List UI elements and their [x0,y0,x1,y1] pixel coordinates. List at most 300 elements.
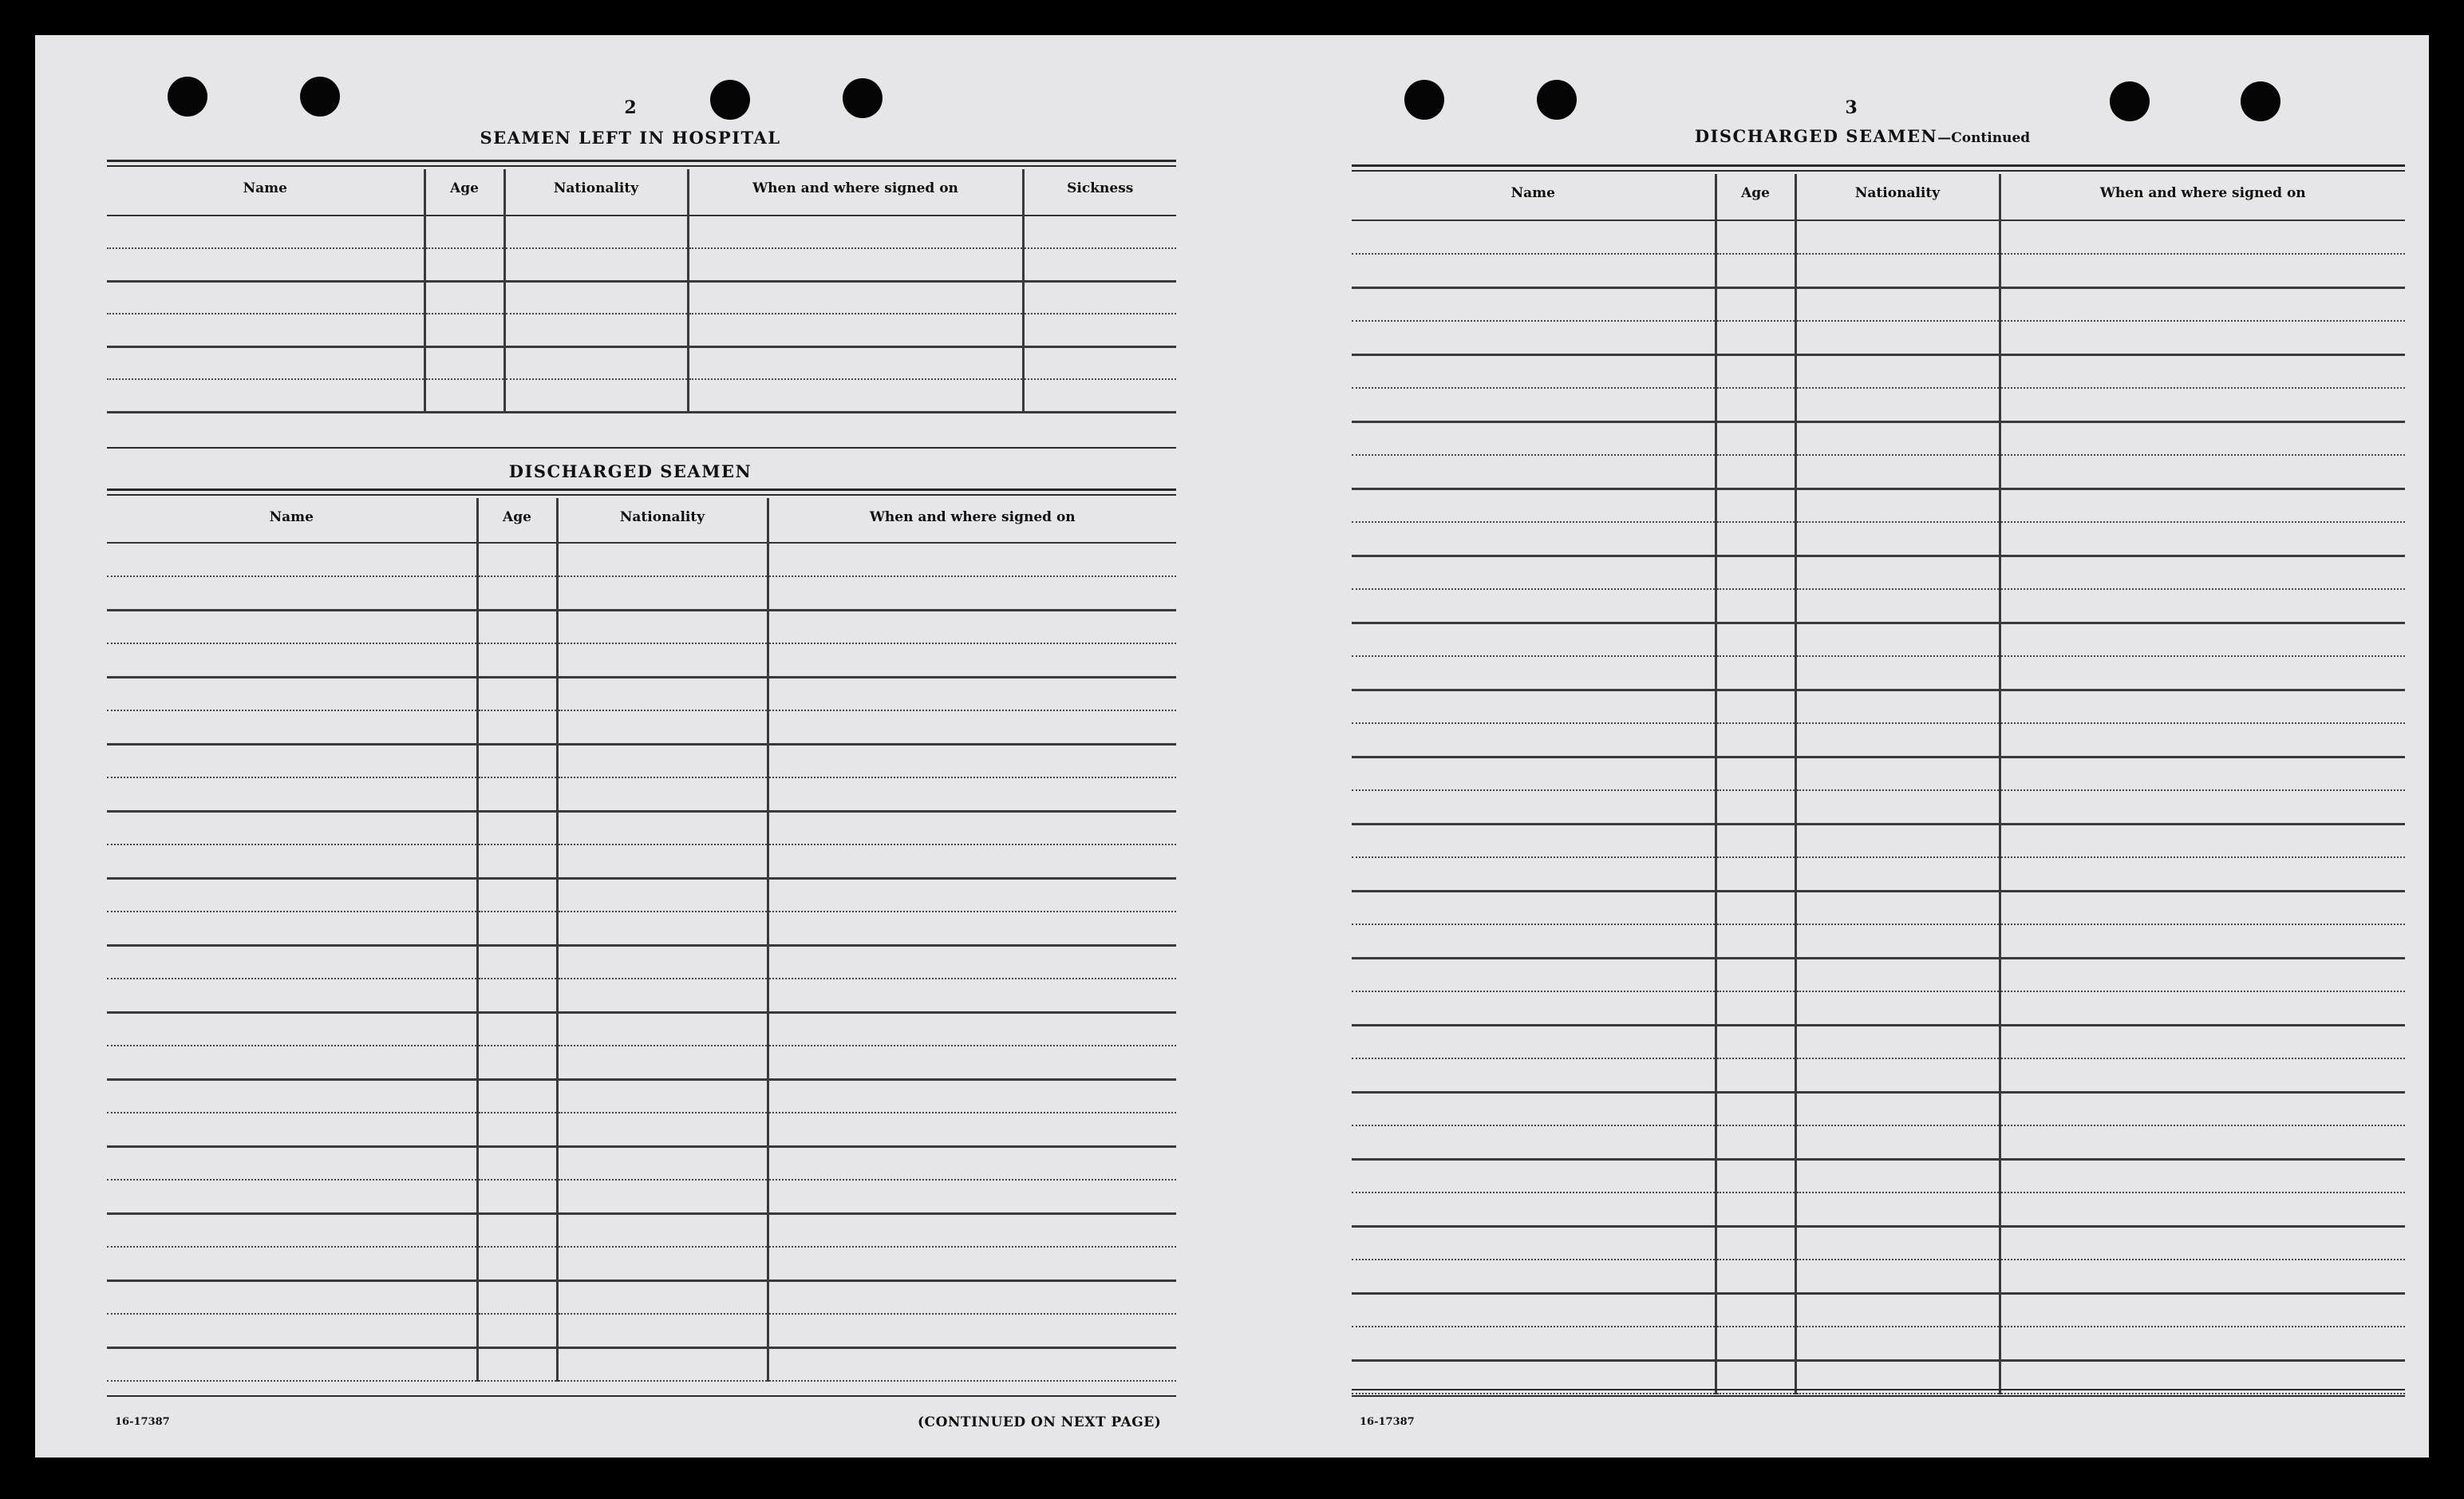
table-cell[interactable] [768,1247,1176,1280]
table-cell[interactable] [1795,1226,2000,1260]
table-cell[interactable] [107,1314,477,1347]
table-cell[interactable] [1352,723,1716,757]
table-cell[interactable] [107,1280,477,1314]
table-cell[interactable] [1795,287,2000,321]
table-cell[interactable] [107,610,477,643]
table-row [1352,220,2405,254]
table-cell[interactable] [477,1113,557,1146]
table-cell[interactable] [1795,1159,2000,1192]
table-cell[interactable] [688,216,1023,248]
table-cell[interactable] [1795,757,2000,790]
table-cell[interactable] [2000,488,2405,522]
table-cell[interactable] [1716,1092,1795,1125]
table-cell[interactable] [688,248,1023,281]
table-cell[interactable] [107,379,424,412]
table-cell[interactable] [1716,388,1795,421]
table-cell[interactable] [477,811,557,844]
table-cell[interactable] [2000,1058,2405,1092]
table-cell[interactable] [1716,656,1795,690]
table-cell[interactable] [557,979,768,1012]
table-cell[interactable] [1795,522,2000,556]
table-cell[interactable] [1716,1192,1795,1226]
table-cell[interactable] [768,576,1176,610]
table-cell[interactable] [1795,891,2000,924]
table-cell[interactable] [1716,321,1795,354]
table-cell[interactable] [1795,455,2000,488]
table-cell[interactable] [477,1079,557,1113]
table-cell[interactable] [2000,455,2405,488]
table-cell[interactable] [424,248,504,281]
table-row [107,1247,1176,1280]
table-cell[interactable] [477,1213,557,1247]
table-cell[interactable] [1716,589,1795,623]
table-cell[interactable] [557,945,768,979]
table-cell[interactable] [107,314,424,346]
table-cell[interactable] [1716,287,1795,321]
table-cell[interactable] [1795,220,2000,254]
table-cell[interactable] [477,1314,557,1347]
table-cell[interactable] [1795,1025,2000,1058]
table-cell[interactable] [1795,1260,2000,1293]
table-cell[interactable] [1352,891,1716,924]
table-cell[interactable] [1795,321,2000,354]
table-cell[interactable] [1352,1058,1716,1092]
table-cell[interactable] [2000,522,2405,556]
table-cell[interactable] [768,1046,1176,1079]
table-cell[interactable] [1716,1293,1795,1327]
table-cell[interactable] [107,878,477,912]
table-cell[interactable] [107,1079,477,1113]
table-cell[interactable] [477,1347,557,1381]
table-cell[interactable] [1352,1327,1716,1360]
table-cell[interactable] [424,216,504,248]
section-rule [107,488,1176,491]
table-row [107,379,1176,412]
table-cell[interactable] [107,1213,477,1247]
table-cell[interactable] [107,248,424,281]
table-cell[interactable] [2000,1192,2405,1226]
table-cell[interactable] [1352,690,1716,723]
table-cell[interactable] [2000,757,2405,790]
table-cell[interactable] [2000,287,2405,321]
table-cell[interactable] [557,912,768,945]
bottom-rule [107,1395,1176,1397]
table-cell[interactable] [2000,1025,2405,1058]
table-cell[interactable] [1795,924,2000,958]
table-cell[interactable] [688,346,1023,379]
form-number: 16-17387 [1360,1416,1415,1428]
table-cell[interactable] [768,777,1176,811]
table-cell[interactable] [504,314,688,346]
table-cell[interactable] [1716,1226,1795,1260]
table-cell[interactable] [2000,254,2405,287]
table-cell[interactable] [1352,488,1716,522]
table-cell[interactable] [1716,690,1795,723]
table-cell[interactable] [768,1079,1176,1113]
table-cell[interactable] [477,945,557,979]
table-cell[interactable] [1352,556,1716,589]
table-cell[interactable] [107,1347,477,1381]
table-cell[interactable] [1716,354,1795,388]
table-cell[interactable] [557,811,768,844]
table-cell[interactable] [1795,488,2000,522]
table-cell[interactable] [2000,656,2405,690]
table-cell[interactable] [477,1146,557,1180]
table-row [107,1113,1176,1146]
table-cell[interactable] [107,811,477,844]
table-cell[interactable] [768,1146,1176,1180]
table-cell[interactable] [688,314,1023,346]
right-page [1280,35,2429,1457]
table-cell[interactable] [1716,924,1795,958]
page-number: 2 [624,97,637,118]
table-cell[interactable] [107,677,477,710]
table-cell[interactable] [107,576,477,610]
table-cell[interactable] [1023,379,1176,412]
table-cell[interactable] [768,844,1176,878]
table-cell[interactable] [1352,1293,1716,1327]
table-cell[interactable] [557,844,768,878]
table-cell[interactable] [768,1280,1176,1314]
table-row [107,912,1176,945]
table-cell[interactable] [768,1347,1176,1381]
table-cell[interactable] [1716,824,1795,857]
table-cell[interactable] [1352,1025,1716,1058]
table-cell[interactable] [1795,723,2000,757]
table-cell[interactable] [477,677,557,710]
column-header-name: Name [107,169,424,216]
table-cell[interactable] [2000,1293,2405,1327]
table-cell[interactable] [107,912,477,945]
table-cell[interactable] [107,281,424,314]
section-rule [107,494,1176,496]
table-cell[interactable] [1352,1192,1716,1226]
table-cell[interactable] [1352,1226,1716,1260]
table-row [107,677,1176,710]
table-cell[interactable] [768,979,1176,1012]
table-cell[interactable] [107,710,477,744]
table-cell[interactable] [1352,455,1716,488]
table-cell[interactable] [1716,991,1795,1025]
table-cell[interactable] [768,1180,1176,1213]
table-cell[interactable] [477,643,557,677]
table-cell[interactable] [1352,421,1716,455]
table-cell[interactable] [1795,421,2000,455]
table-cell[interactable] [1352,623,1716,656]
table-cell[interactable] [1716,790,1795,824]
table-cell[interactable] [1795,623,2000,656]
table-cell[interactable] [504,281,688,314]
table-cell[interactable] [768,878,1176,912]
table-cell[interactable] [1716,623,1795,656]
table-cell[interactable] [107,216,424,248]
table-cell[interactable] [1716,1025,1795,1058]
table-cell[interactable] [107,643,477,677]
table-cell[interactable] [2000,1125,2405,1159]
table-cell[interactable] [107,346,424,379]
table-cell[interactable] [107,1247,477,1280]
table-cell[interactable] [557,610,768,643]
table-cell[interactable] [1023,248,1176,281]
table-cell[interactable] [477,1012,557,1046]
table-cell[interactable] [2000,824,2405,857]
table-cell[interactable] [688,379,1023,412]
table-cell[interactable] [2000,1092,2405,1125]
table-cell[interactable] [2000,790,2405,824]
table-cell[interactable] [107,1146,477,1180]
table-row [107,945,1176,979]
table-cell[interactable] [107,1046,477,1079]
table-cell[interactable] [557,777,768,811]
table-cell[interactable] [1716,522,1795,556]
table-cell[interactable] [477,1247,557,1280]
table-cell[interactable] [1716,958,1795,991]
discharged-continued-title [1583,126,2142,146]
table-row [107,1213,1176,1247]
table-cell[interactable] [557,576,768,610]
table-cell[interactable] [557,677,768,710]
table-cell[interactable] [1795,958,2000,991]
table-cell[interactable] [2000,354,2405,388]
table-cell[interactable] [107,1012,477,1046]
table-cell[interactable] [2000,1327,2405,1360]
table-cell[interactable] [768,945,1176,979]
table-cell[interactable] [1352,254,1716,287]
table-cell[interactable] [504,346,688,379]
table-cell[interactable] [1716,891,1795,924]
table-cell[interactable] [1352,991,1716,1025]
table-row [1352,1226,2405,1260]
table-cell[interactable] [557,543,768,576]
table-cell[interactable] [1352,354,1716,388]
table-cell[interactable] [768,710,1176,744]
table-cell[interactable] [1716,857,1795,891]
table-cell[interactable] [107,979,477,1012]
table-cell[interactable] [1795,1327,2000,1360]
table-cell[interactable] [1795,1192,2000,1226]
column-header-sickness: Sickness [1023,169,1176,216]
table-cell[interactable] [424,379,504,412]
table-cell[interactable] [107,543,477,576]
table-cell[interactable] [1716,757,1795,790]
table-cell[interactable] [1795,1092,2000,1125]
table-cell[interactable] [2000,623,2405,656]
table-cell[interactable] [1352,1125,1716,1159]
table-cell[interactable] [2000,321,2405,354]
table-cell[interactable] [768,912,1176,945]
table-row [1352,958,2405,991]
table-cell[interactable] [2000,958,2405,991]
table-cell[interactable] [1716,1260,1795,1293]
table-cell[interactable] [504,216,688,248]
table-cell[interactable] [477,878,557,912]
table-cell[interactable] [768,677,1176,710]
table-cell[interactable] [477,744,557,777]
table-cell[interactable] [1795,857,2000,891]
table-cell[interactable] [557,1079,768,1113]
table-cell[interactable] [1716,1327,1795,1360]
table-cell[interactable] [477,777,557,811]
table-cell[interactable] [424,281,504,314]
table-cell[interactable] [768,1012,1176,1046]
table-cell[interactable] [1352,924,1716,958]
table-cell[interactable] [557,878,768,912]
table-cell[interactable] [557,1012,768,1046]
table-cell[interactable] [1352,790,1716,824]
table-cell[interactable] [1352,1260,1716,1293]
table-cell[interactable] [768,543,1176,576]
table-cell[interactable] [1716,1125,1795,1159]
table-cell[interactable] [2000,723,2405,757]
column-header-name: Name [1352,174,1716,220]
table-cell[interactable] [557,1280,768,1314]
table-cell[interactable] [1352,824,1716,857]
table-cell[interactable] [2000,1226,2405,1260]
table-cell[interactable] [557,1046,768,1079]
table-cell[interactable] [477,1280,557,1314]
table-cell[interactable] [477,912,557,945]
table-cell[interactable] [2000,857,2405,891]
table-cell[interactable] [1716,220,1795,254]
table-cell[interactable] [1795,1125,2000,1159]
table-cell[interactable] [477,1180,557,1213]
table-cell[interactable] [1795,824,2000,857]
table-cell[interactable] [1795,656,2000,690]
table-cell[interactable] [424,314,504,346]
table-row [1352,790,2405,824]
table-cell[interactable] [768,1113,1176,1146]
table-cell[interactable] [1716,1159,1795,1192]
table-cell[interactable] [557,643,768,677]
table-cell[interactable] [1352,656,1716,690]
table-cell[interactable] [477,576,557,610]
table-cell[interactable] [557,1113,768,1146]
table-cell[interactable] [1716,1058,1795,1092]
punch-hole [168,77,207,117]
table-cell[interactable] [1795,690,2000,723]
table-cell[interactable] [1352,958,1716,991]
table-cell[interactable] [1352,1092,1716,1125]
table-cell[interactable] [557,1146,768,1180]
table-cell[interactable] [477,844,557,878]
table-cell[interactable] [1795,1058,2000,1092]
table-cell[interactable] [557,744,768,777]
table-cell[interactable] [1352,388,1716,421]
table-cell[interactable] [768,744,1176,777]
table-cell[interactable] [768,811,1176,844]
table-row [107,1180,1176,1213]
table-row [1352,857,2405,891]
table-cell[interactable] [1795,354,2000,388]
table-cell[interactable] [2000,1260,2405,1293]
table-cell[interactable] [477,543,557,576]
table-cell[interactable] [1795,556,2000,589]
table-cell[interactable] [504,379,688,412]
table-cell[interactable] [557,1247,768,1280]
table-cell[interactable] [2000,1159,2405,1192]
table-cell[interactable] [1352,321,1716,354]
table-cell[interactable] [2000,220,2405,254]
table-cell[interactable] [1795,991,2000,1025]
table-cell[interactable] [557,1314,768,1347]
table-cell[interactable] [1795,388,2000,421]
table-cell[interactable] [424,346,504,379]
table-row [107,878,1176,912]
table-cell[interactable] [2000,556,2405,589]
table-cell[interactable] [1716,723,1795,757]
bottom-rule [1352,1395,2405,1397]
table-cell[interactable] [1352,757,1716,790]
table-cell[interactable] [2000,924,2405,958]
table-cell[interactable] [477,979,557,1012]
table-cell[interactable] [477,710,557,744]
table-cell[interactable] [557,1180,768,1213]
table-cell[interactable] [107,844,477,878]
table-row [107,346,1176,379]
table-cell[interactable] [107,1113,477,1146]
table-cell[interactable] [768,610,1176,643]
column-header-when-where: When and where signed on [768,498,1176,543]
title-suffix: —Continued [1937,130,2031,146]
table-cell[interactable] [1352,522,1716,556]
table-cell[interactable] [477,610,557,643]
table-cell[interactable] [768,1213,1176,1247]
table-cell[interactable] [1795,1293,2000,1327]
table-cell[interactable] [1023,314,1176,346]
table-cell[interactable] [1352,589,1716,623]
section-rule [1352,164,2405,167]
table-cell[interactable] [2000,388,2405,421]
table-cell[interactable] [1352,287,1716,321]
table-cell[interactable] [768,643,1176,677]
table-cell[interactable] [107,1180,477,1213]
table-cell[interactable] [1352,857,1716,891]
table-cell[interactable] [504,248,688,281]
table-cell[interactable] [2000,421,2405,455]
table-cell[interactable] [1716,421,1795,455]
table-cell[interactable] [2000,991,2405,1025]
table-cell[interactable] [2000,891,2405,924]
table-cell[interactable] [107,777,477,811]
table-cell[interactable] [1352,1159,1716,1192]
table-cell[interactable] [557,710,768,744]
table-cell[interactable] [1795,589,2000,623]
table-cell[interactable] [768,1314,1176,1347]
table-cell[interactable] [107,945,477,979]
table-cell[interactable] [688,281,1023,314]
table-cell[interactable] [1352,220,1716,254]
table-cell[interactable] [2000,690,2405,723]
table-cell[interactable] [1795,254,2000,287]
table-cell[interactable] [557,1213,768,1247]
table-cell[interactable] [1023,216,1176,248]
table-cell[interactable] [1716,488,1795,522]
table-cell[interactable] [1716,254,1795,287]
table-cell[interactable] [1795,790,2000,824]
table-row [1352,1092,2405,1125]
table-cell[interactable] [1023,281,1176,314]
table-cell[interactable] [477,1046,557,1079]
table-cell[interactable] [1716,556,1795,589]
table-cell[interactable] [557,1347,768,1381]
table-cell[interactable] [1023,346,1176,379]
table-row [1352,1058,2405,1092]
table-cell[interactable] [2000,589,2405,623]
table-cell[interactable] [1716,455,1795,488]
table-cell[interactable] [107,744,477,777]
continued-table [1352,174,2405,1394]
section-rule [1352,170,2405,172]
